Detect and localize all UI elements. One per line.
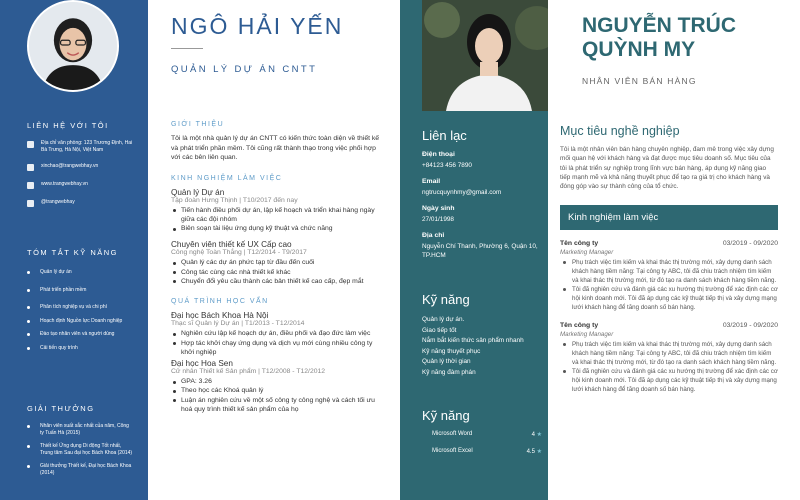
job-bullet: Phụ trách việc tìm kiếm và khai thác thị trường mới, xây dựng danh sách khách hàng tiềm năng: Tại công ty ABC, tôi đã chiu trách nhiệm tìm kiếm và khai thác thị trường mới, từ đó tạo ra danh sách khách hàng tiềm năng. [560, 258, 778, 285]
job-item [171, 240, 381, 286]
skill-item: Cải tiến quy trình [27, 345, 134, 352]
cv2-main [560, 124, 778, 404]
location-icon [27, 141, 34, 148]
school-item [171, 311, 381, 357]
portrait-photo [422, 0, 556, 111]
contact-website[interactable]: www.trangwebhay.vn [27, 181, 134, 189]
job-bullet: Tôi đã nghiên cứu và đánh giá các xu hướng thị trường để xác định các cơ hội kinh doanh mới. Tôi đã áp dụng các kỹ thuật tiếp thị và xây dựng mạng lưới khách hàng để tăng doanh số bán hàng. [560, 285, 778, 312]
cv2-skills-section [422, 292, 542, 378]
job-dates: 03/2019 - 09/2020 [722, 240, 778, 248]
experience-item [560, 322, 778, 394]
job-bullet: Quản lý các dự án phức tạp từ đầu đến cuối [171, 258, 381, 267]
job-item [171, 188, 381, 234]
dob-value: 27/01/1998 [422, 216, 454, 223]
skill-item: Hoạch định Nguồn lực Doanh nghiệp [27, 318, 134, 325]
job-bullet: Tôi đã nghiên cứu và đánh giá các xu hướng thị trường để xác định các cơ hội kinh doanh mới. Tôi đã áp dụng các kỹ thuật tiếp thị và xây dựng mạng lưới khách hàng để tăng doanh số bán hàng. [560, 367, 778, 394]
cv1-body [171, 121, 381, 414]
job-bullet: Chuyển đổi yêu cầu thành các bản thiết kế cao cấp, đẹp mắt [171, 277, 381, 286]
portrait-photo-icon [422, 0, 556, 111]
tool-score: 4.5 [526, 449, 535, 455]
intro-title: GIỚI THIỆU [171, 121, 225, 128]
education-title: QUÁ TRÌNH HỌC VẤN [171, 298, 269, 306]
cv2-role: NHÂN VIÊN BÁN HÀNG [582, 76, 697, 86]
job-dates: 03/2019 - 09/2020 [722, 322, 778, 330]
award-item: Giải thưởng Thiết kế, Đại học Bách Khoa (2014) [27, 463, 134, 476]
skill-item: Kỹ năng đàm phán [422, 368, 476, 376]
tool-item [422, 431, 542, 438]
school-bullet: Nghiên cứu lập kế hoạch dự án, điều phối và đạo đức làm việc [171, 329, 381, 338]
tool-score: 4 [531, 432, 535, 438]
job-bullet: Tiến hành điều phối dự án, lập kế hoạch và triển khai hàng ngày giữa các đội nhóm [171, 206, 381, 225]
contact-section [0, 121, 148, 214]
school-bullet: Luận án nghiên cứu về một số công ty công nghệ và cách tối ưu hoá quy trình thiết kế sản phẩm của họ [171, 396, 381, 415]
school-bullet: Theo học các Khoá quản lý [171, 386, 381, 395]
skill-item: Nắm bắt kiến thức sản phẩm nhanh [422, 337, 524, 344]
job-bullet: Công tác cùng các nhà thiết kế khác [171, 268, 381, 277]
cv2-tools-section [422, 408, 542, 465]
tool-name: Microsoft Excel [432, 448, 473, 454]
contact-social[interactable]: @trangwebhay [27, 199, 134, 207]
address-label: Địa chỉ [422, 232, 445, 239]
job-title: Quản lý Dự án [171, 187, 225, 197]
job-position: Marketing Manager [560, 249, 614, 257]
experience-item [560, 240, 778, 312]
school-bullet: Hợp tác khởi chạy ứng dụng và dịch vụ mới cùng nhiều công ty khởi nghiệp [171, 339, 381, 358]
cv2-name: NGUYỄN TRÚC QUỲNH MY [582, 14, 737, 61]
star-icon: ★ [536, 432, 542, 438]
phone-label: Điện thoại [422, 151, 455, 158]
job-position: Marketing Manager [560, 331, 614, 339]
cv1-sidebar [0, 0, 148, 500]
awards-section [0, 404, 148, 484]
cv1-name: NGÔ HẢI YẾN [171, 13, 344, 39]
skill-item: Kỹ năng thuyết phục [422, 347, 481, 355]
job-title: Chuyên viên thiết kế UX Cấp cao [171, 240, 292, 250]
skill-item: Quản lý dự án [27, 269, 134, 276]
skill-item: Quản lý dự án. [422, 316, 465, 323]
email-label: Email [422, 178, 441, 185]
award-item: Thiết kế Ứng dụng Di động Tốt nhất, Trung tâm Sau đại học Bách Khoa (2014) [27, 443, 134, 456]
intro-text: Tôi là một nhà quản lý dự án CNTT có kiến thức toàn diện về thiết kế và phát triển phần mềm. Tôi cũng rất thành thạo trong việc phối hợp với các bên liên quan. [171, 135, 380, 161]
phone-value: +84123 456 7890 [422, 162, 472, 169]
job-bullet: Biên soạn tài liệu ứng dụng kỹ thuật và chức năng [171, 224, 381, 233]
award-item: Nhân viên xuất sắc nhất của năm, Công ty Tuấn Hà (2015) [27, 423, 134, 436]
school-bullet: GPA: 3.26 [171, 377, 381, 386]
social-icon [27, 200, 34, 207]
address-value: Nguyễn Chí Thanh, Phường 6, Quận 10, TP.HCM [422, 243, 538, 259]
experience-title: KINH NGHIỆM LÀM VIỆC [171, 174, 283, 182]
awards-title: GIẢI THƯỞNG [27, 404, 95, 413]
skills-section [0, 248, 148, 359]
school-title: Đại học Hoa Sen [171, 359, 233, 369]
skills-title: TÓM TẮT KỸ NĂNG [27, 248, 118, 257]
dob-label: Ngày sinh [422, 205, 455, 212]
email-value[interactable]: ngtrucquynhmy@gmail.com [422, 189, 502, 196]
contact-email[interactable]: xinchao@trangwebhay.vn [27, 163, 134, 171]
tool-item [422, 448, 542, 455]
school-sub: Thạc sĩ Quản lý Dự án | T1/2013 - T12/2014 [171, 320, 305, 328]
divider [171, 48, 203, 49]
cv1-main [148, 0, 400, 500]
cv2-contact-title: Liên lạc [422, 128, 467, 143]
company-name: Tên công ty [560, 240, 599, 248]
contact-title: LIÊN HỆ VỚI TÔI [27, 121, 109, 130]
experience-title: Kinh nghiệm làm việc [560, 205, 778, 230]
tool-name: Microsoft Word [432, 431, 473, 437]
portrait-photo-icon [29, 2, 117, 90]
skill-item: Phân tích nghiệp vụ và chi phí [27, 304, 134, 311]
contact-address: Địa chỉ văn phòng: 123 Trương Định, Hai Bà Trưng, Hà Nội, Việt Nam [27, 140, 134, 153]
job-sub: Tập đoàn Hưng Thịnh | T10/2017 đến nay [171, 196, 298, 204]
objective-text: Tôi là một nhân viên bán hàng chuyên nghiệp, đam mê trong việc xây dựng mối quan hệ với khách hàng và đạt được mục tiêu doanh số. Mục tiêu của tôi là phát triển sự nghiệp trong lĩnh vực bán hàng, áp dụng kỹ năng giao tiếp mạnh mẽ và khả năng thuyết phục để tạo ra giá trị cho khách hàng và đóng góp vào sự thành công của tổ chức. [560, 146, 774, 191]
avatar [27, 0, 119, 92]
skill-item: Quản lý thời gian [422, 358, 471, 365]
globe-icon [27, 182, 34, 189]
mail-icon [27, 164, 34, 171]
star-icon: ★ [536, 449, 542, 455]
skill-item: Giao tiếp tốt [422, 326, 457, 334]
cv2-skills-title: Kỹ năng [422, 292, 470, 307]
school-title: Đại học Bách Khoa Hà Nội [171, 311, 269, 321]
cv1-role: QUẢN LÝ DỰ ÁN CNTT [171, 64, 318, 75]
cv-nguyen-truc-quynh-my [400, 0, 800, 500]
cv2-tools-title: Kỹ năng [422, 408, 470, 423]
school-sub: Cử nhân Thiết kế Sản phẩm | T12/2008 - T12/2012 [171, 368, 326, 376]
job-bullet: Phụ trách việc tìm kiếm và khai thác thị trường mới, xây dựng danh sách khách hàng tiềm năng: Tại công ty ABC, tôi đã chiu trách nhiệm tìm kiếm và khai thác thị trường mới, từ đó tạo ra danh sách khách hàng tiềm năng. [560, 340, 778, 367]
cv2-contact-section [422, 128, 542, 268]
job-sub: Công nghệ Toàn Thắng | T12/2014 - T9/2017 [171, 249, 307, 257]
objective-title: Mục tiêu nghề nghiệp [560, 124, 680, 138]
skill-item: Đào tạo nhân viên và người dùng [27, 331, 134, 338]
skill-item: Phát triển phần mềm [27, 287, 134, 294]
school-item [171, 359, 381, 414]
company-name: Tên công ty [560, 322, 599, 330]
